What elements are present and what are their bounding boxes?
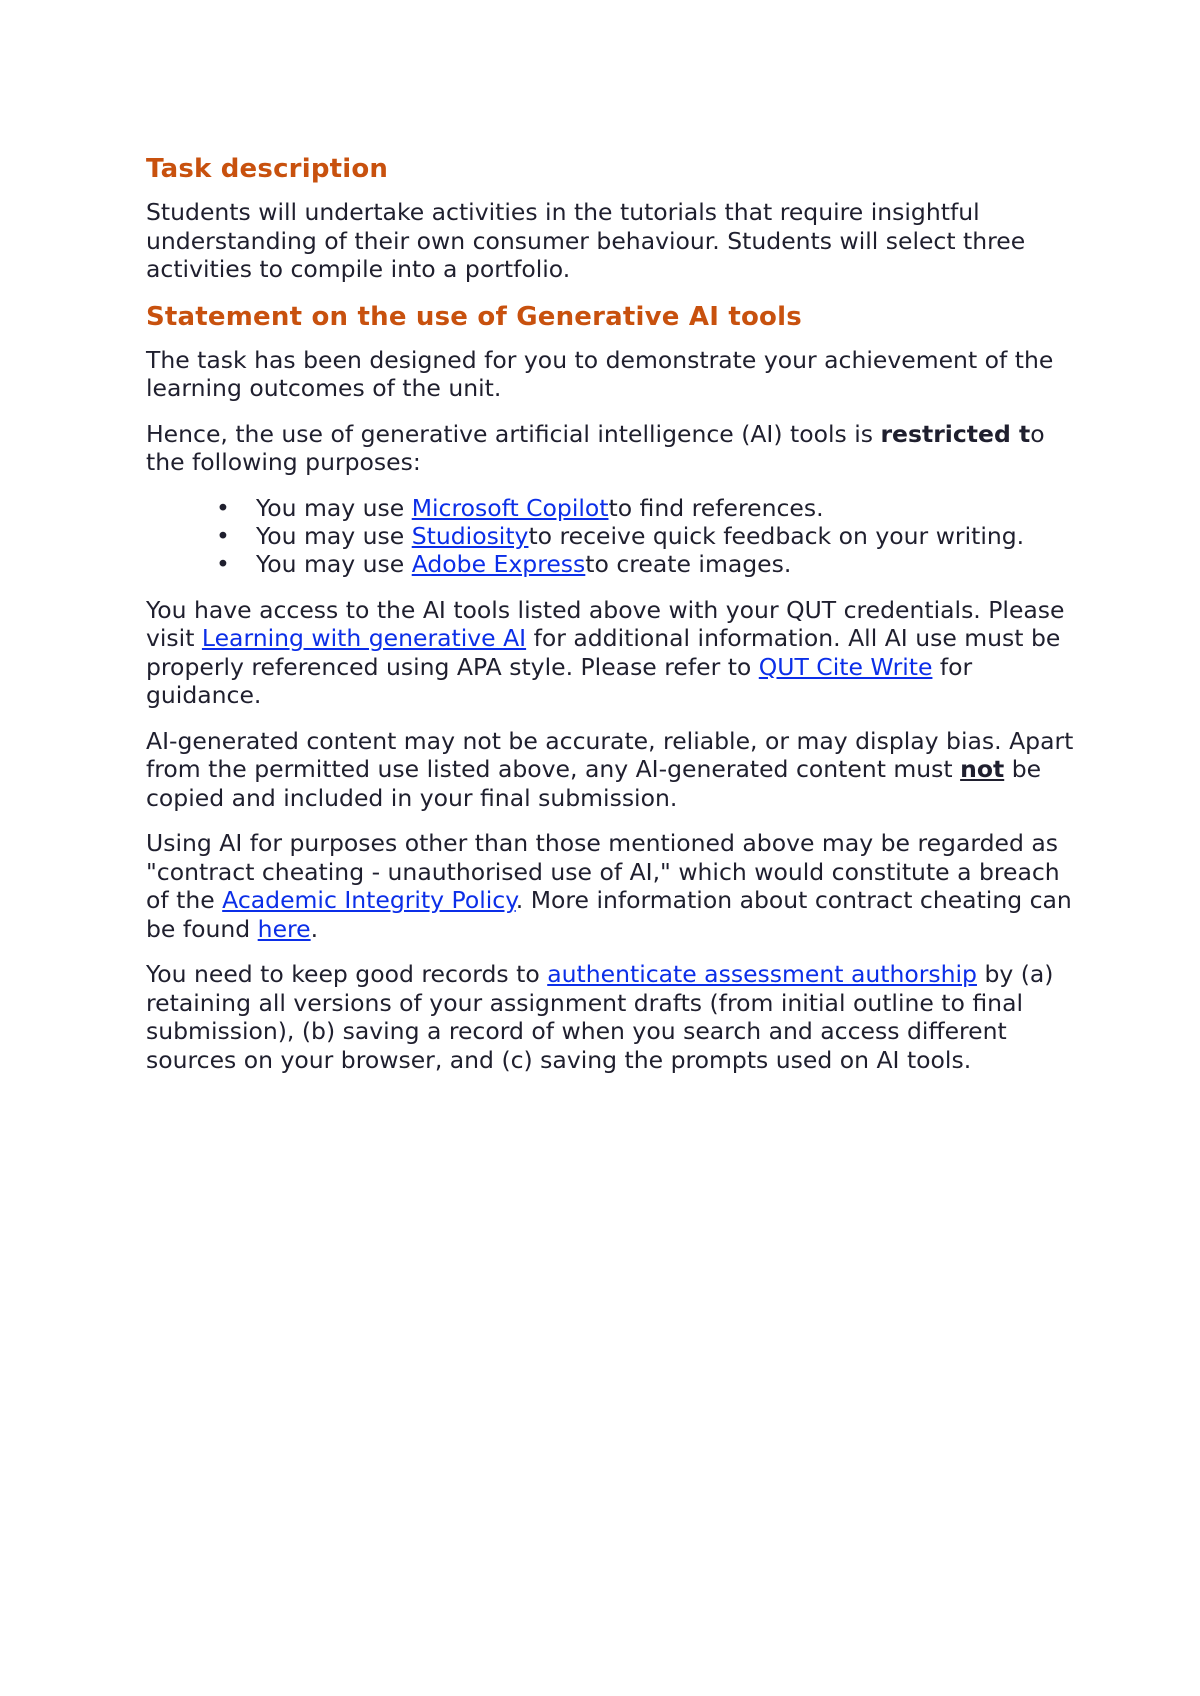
contract-cheating-text-middle: . More information about contract cheating can be found xyxy=(146,886,1072,943)
adobe-express-link[interactable]: Adobe Express xyxy=(411,549,586,578)
list-item-suffix: to create images. xyxy=(585,549,792,578)
accuracy-paragraph xyxy=(146,727,1076,813)
restricted-bold: restricted t xyxy=(880,419,1031,448)
accuracy-text: AI-generated content may not be accurate, reliable, or may display bias. Apart from the permitted use listed above, any AI-generated content must xyxy=(146,726,1074,783)
list-item-prefix: You may use xyxy=(256,521,412,550)
access-paragraph xyxy=(146,596,1076,710)
access-text-middle: for additional information. All AI use must be properly referenced using APA style. Please refer to xyxy=(146,624,1061,681)
restriction-text-end: o the following purposes: xyxy=(146,419,1045,476)
task-description-heading: Task description xyxy=(146,154,389,184)
studiosity-link[interactable]: Studiosity xyxy=(411,521,529,550)
ai-statement-heading: Statement on the use of Generative AI tools xyxy=(146,301,802,332)
records-text-end: by (a) retaining all versions of your assignment drafts (from initial outline to final submission), (b) saving a record of when you search and access different sources on your browser, and (c) saving the prompts used on AI tools. xyxy=(146,960,1054,1074)
restriction-text: Hence, the use of generative artificial intelligence (AI) tools is xyxy=(146,419,881,448)
accuracy-text-end: be copied and included in your final submission. xyxy=(146,755,1042,812)
ai-statement-intro: The task has been designed for you to demonstrate your achievement of the learning outcomes of the unit. xyxy=(146,345,1054,402)
document-content xyxy=(146,150,1076,1074)
list-item-suffix: to find references. xyxy=(608,493,824,522)
list-item-adobe-express xyxy=(216,550,1076,578)
list-item-prefix: You may use xyxy=(256,493,412,522)
list-item-copilot xyxy=(216,494,1076,522)
task-description-text: Students will undertake activities in the tutorials that require insightful understanding of their own consumer behaviour. Students will select three activities to compile into a portfolio. xyxy=(146,198,1026,283)
restriction-paragraph xyxy=(146,420,1076,477)
access-text: You have access to the AI tools listed above with your QUT credentials. Please visit xyxy=(146,595,1065,652)
bullet-icon: • xyxy=(216,521,230,550)
learning-with-generative-ai-link[interactable]: Learning with generative AI xyxy=(201,624,527,652)
qut-cite-write-link[interactable]: QUT Cite Write xyxy=(758,652,933,681)
authenticate-assessment-authorship-link[interactable]: authenticate assessment authorship xyxy=(547,960,977,988)
not-bold-underlined: not xyxy=(960,755,1005,783)
permitted-uses-list xyxy=(146,494,1076,578)
bullet-icon: • xyxy=(216,549,230,578)
here-link[interactable]: here xyxy=(257,914,311,943)
contract-cheating-paragraph xyxy=(146,829,1076,943)
list-item-studiosity xyxy=(216,522,1076,550)
contract-cheating-text: Using AI for purposes other than those mentioned above may be regarded as "contract cheating - unauthorised use of AI," which would constitute a breach of the xyxy=(146,829,1060,914)
contract-cheating-text-end: . xyxy=(310,914,319,943)
academic-integrity-policy-link[interactable]: Academic Integrity Policy xyxy=(222,886,516,914)
records-paragraph xyxy=(146,960,1076,1074)
list-item-suffix: to receive quick feedback on your writing. xyxy=(528,521,1025,550)
records-text: You need to keep good records to xyxy=(146,960,548,988)
list-item-prefix: You may use xyxy=(256,549,412,578)
bullet-icon: • xyxy=(216,493,230,522)
access-text-end: for guidance. xyxy=(146,652,973,709)
microsoft-copilot-link[interactable]: Microsoft Copilot xyxy=(411,493,609,522)
